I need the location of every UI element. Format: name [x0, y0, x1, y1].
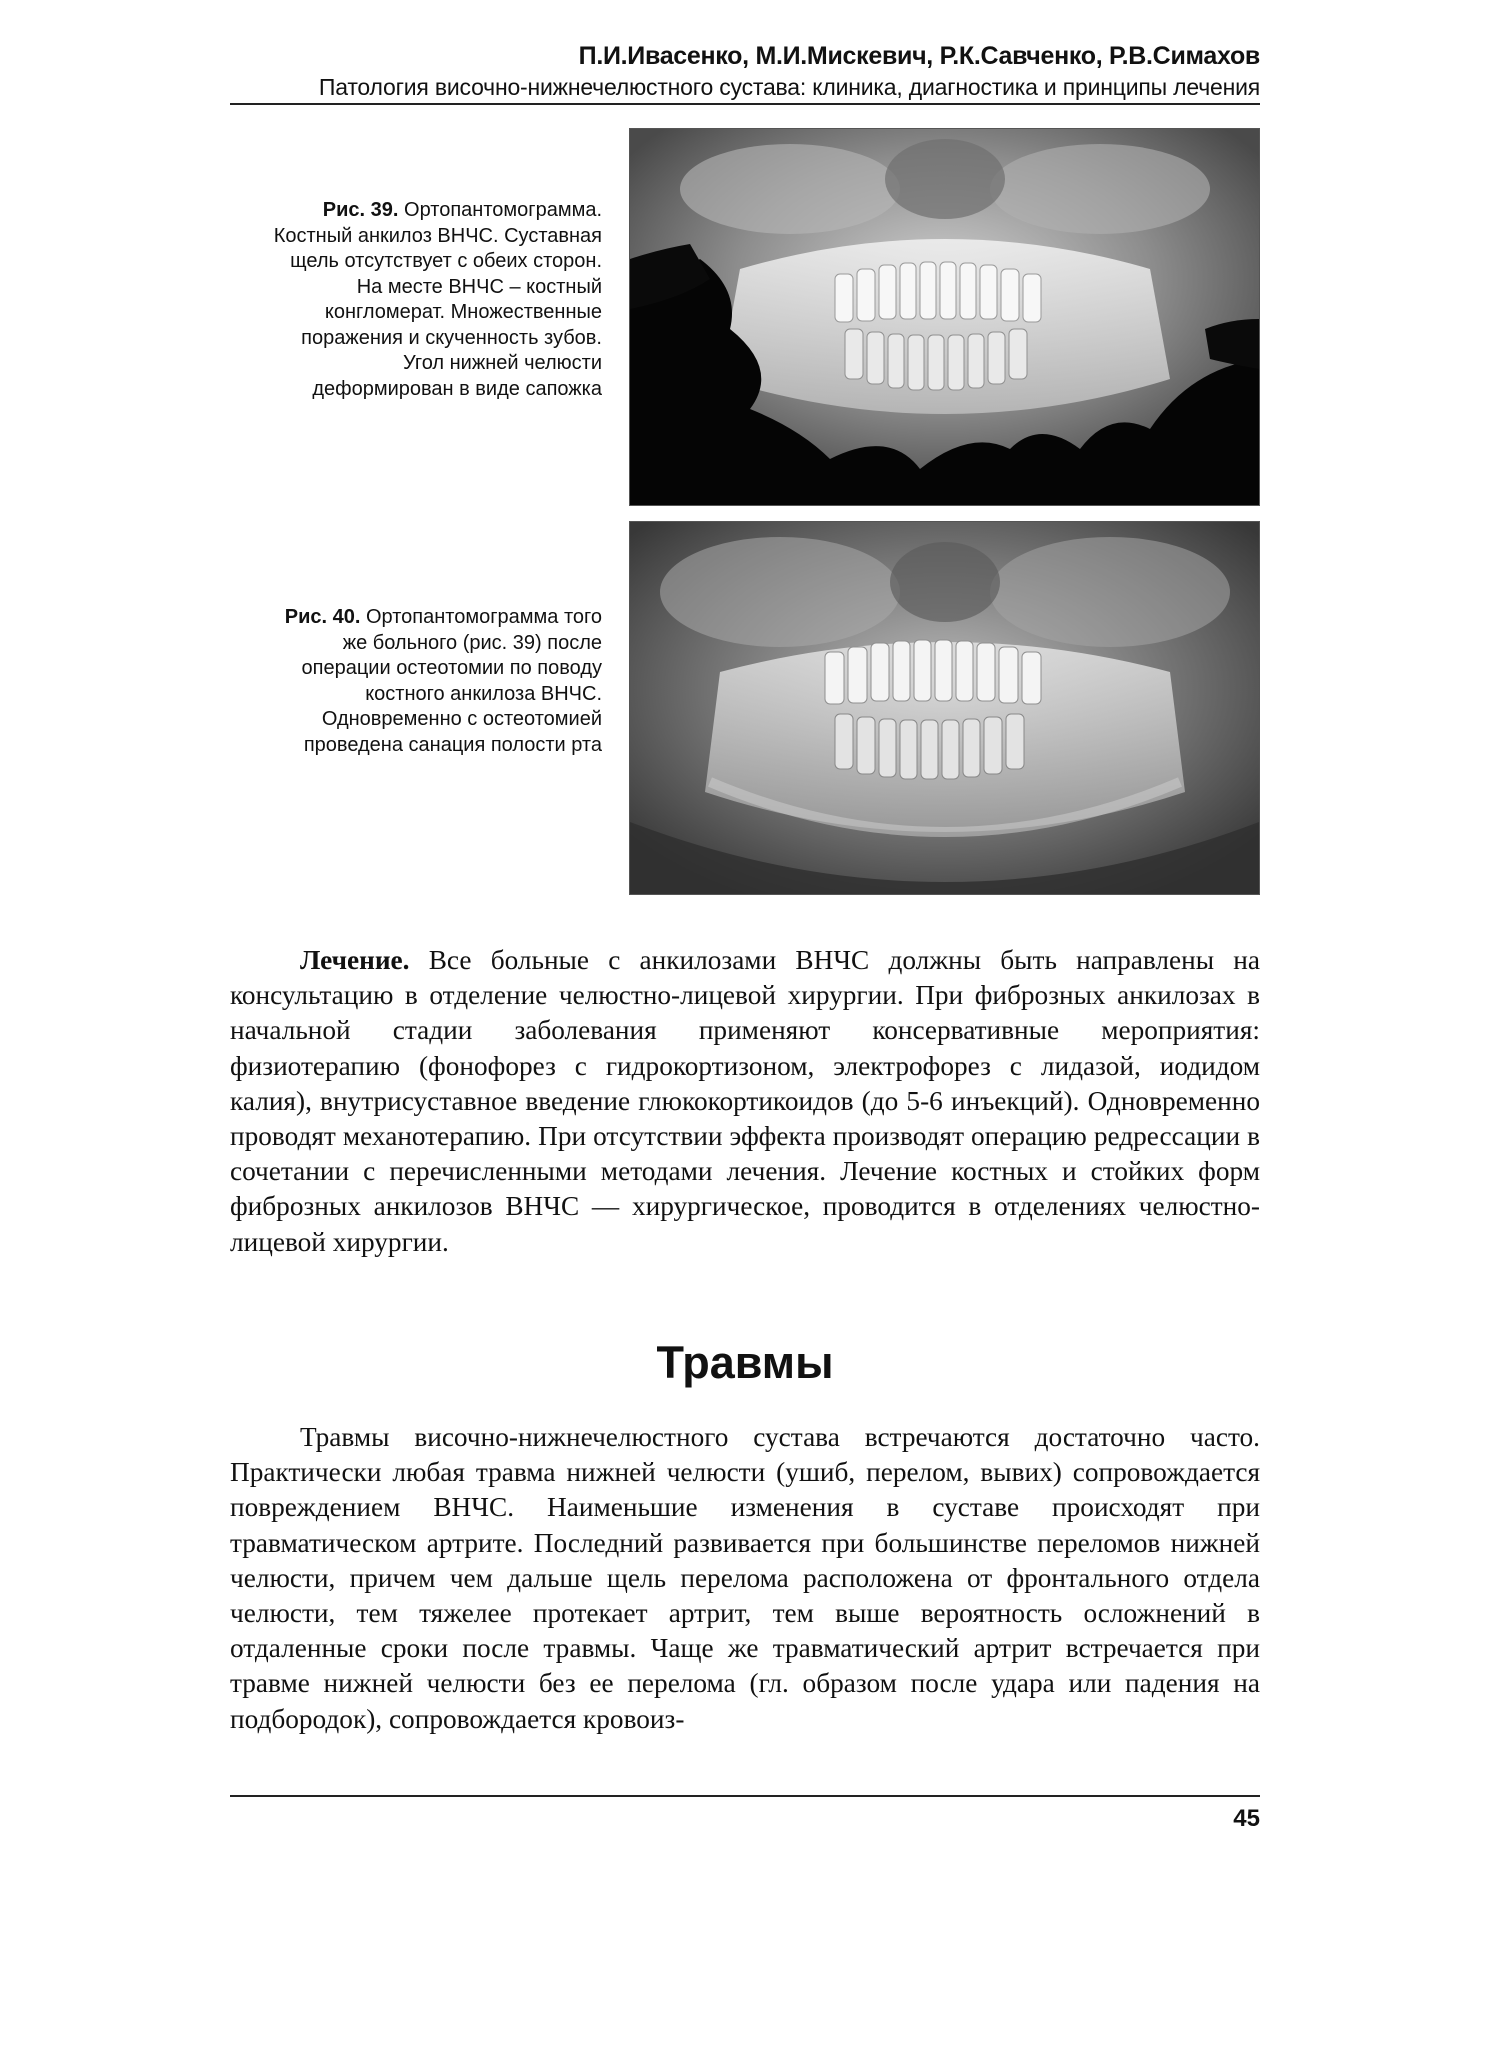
- figure-40-xray-image: [629, 521, 1260, 895]
- figure-40-label: Рис. 40.: [284, 606, 361, 628]
- figure-40-caption: [262, 605, 602, 758]
- treatment-section: [230, 943, 1260, 1260]
- header-authors: П.И.Ивасенко, М.И.Мискевич, Р.К.Савченко, Р.В.Симахов: [578, 42, 1260, 70]
- section-heading-trauma: Травмы: [656, 1337, 834, 1388]
- figure-40-text: Ортопантомограмма того же больного (рис. 39) после операции остеотомии по поводу костного анкилоза ВНЧС. Одновременно с остеотомией проведена санация полости рта: [301, 606, 602, 756]
- figure-39-text: Ортопантомограмма. Костный анкилоз ВНЧС. Суставная щель отсутствует с обеих сторон. На месте ВНЧС – костный конгломерат. Множественные поражения и скученность зубов. Угол нижней челюсти деформирован в виде сапожка: [273, 199, 602, 400]
- treatment-text: Все больные с анкилозами ВНЧС должны быть направлены на консультацию в отделение челюстно-лицевой хирургии. При фиброзных анкилозах в начальной стадии заболевания применяют консервативные мероприятия: физиотерапию (фонофорез с гидрокортизоном, электрофорез с лидазой, иодидом калия), внутрисуставное введение глюкокортикоидов (до 5-6 инъекций). Одновременно проводят механотерапию. При отсутствии эффекта производят операцию редрессации в сочетании с перечисленными методами лечения. Лечение костных и стойких форм фиброзных анкилозов ВНЧС — хирургическое, проводится в отделениях челюстно-лицевой хирургии.: [230, 945, 1260, 1257]
- header-rule: [230, 103, 1260, 105]
- running-header: [230, 40, 1260, 102]
- treatment-lead: Лечение.: [300, 945, 410, 975]
- treatment-paragraph: [230, 943, 1260, 1260]
- header-book-title: Патология височно-нижнечелюстного сустава: клиника, диагностика и принципы лечения: [318, 74, 1260, 100]
- page-number: 45: [1233, 1805, 1260, 1832]
- figure-39-xray-image: [629, 128, 1260, 506]
- trauma-paragraph: Травмы височно-нижнечелюстного сустава встречаются достаточно часто. Практически любая травма нижней челюсти (ушиб, перелом, вывих) сопровождается повреждением ВНЧС. Наименьшие изменения в суставе происходят при травматическом артрите. Последний развивается при большинстве переломов нижней челюсти, причем чем дальше щель перелома расположена от фронтального отдела челюсти, тем тяжелее протекает артрит, тем выше вероятность осложнений в отдаленные сроки после травмы. Чаще же травматический артрит встречается при травме нижней челюсти без ее перелома (гл. образом после удара или падения на подбородок), сопровождается кровоиз-: [230, 1422, 1260, 1734]
- figure-39-label: Рис. 39.: [322, 199, 399, 221]
- trauma-section: [230, 1420, 1260, 1737]
- figure-39-caption: [262, 198, 602, 402]
- footer-rule: [230, 1795, 1260, 1797]
